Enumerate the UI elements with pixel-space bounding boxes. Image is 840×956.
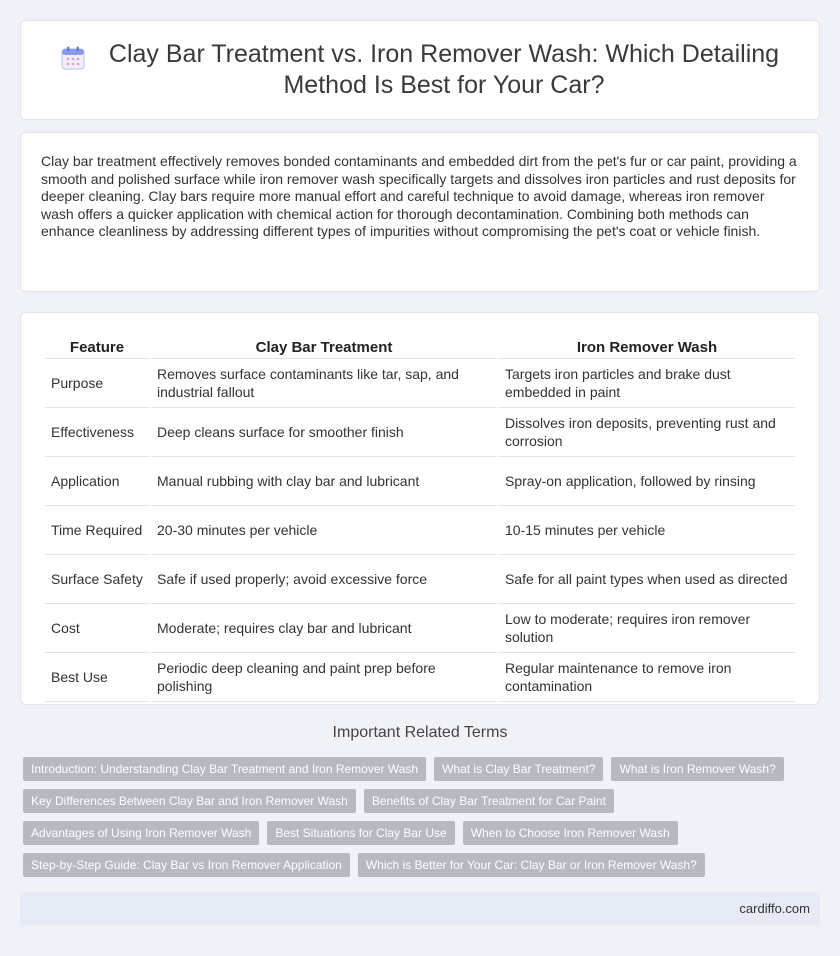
feature-cell: Surface Safety	[45, 555, 149, 604]
related-term-tag[interactable]: Key Differences Between Clay Bar and Iron Remover Wash	[23, 789, 356, 813]
related-term-tag[interactable]: Step-by-Step Guide: Clay Bar vs Iron Remover Application	[23, 853, 350, 877]
related-term-tag[interactable]: Introduction: Understanding Clay Bar Treatment and Iron Remover Wash	[23, 757, 426, 781]
page-title: Clay Bar Treatment vs. Iron Remover Wash: Which Detailing Method Is Best for Your Car?	[108, 40, 780, 99]
comparison-table	[43, 333, 797, 702]
footer	[20, 892, 820, 925]
header-iron-remover: Iron Remover Wash	[499, 333, 795, 359]
clay-bar-cell: Periodic deep cleaning and paint prep before polishing	[151, 653, 497, 702]
header-card	[20, 20, 820, 120]
related-term-tag[interactable]: When to Choose Iron Remover Wash	[463, 821, 678, 845]
feature-cell: Cost	[45, 604, 149, 653]
feature-cell: Best Use	[45, 653, 149, 702]
table-row	[45, 506, 795, 555]
related-term-tag[interactable]: Best Situations for Clay Bar Use	[267, 821, 454, 845]
related-term-tag[interactable]: Advantages of Using Iron Remover Wash	[23, 821, 259, 845]
calendar-icon	[60, 45, 86, 71]
clay-bar-cell: Safe if used properly; avoid excessive force	[151, 555, 497, 604]
iron-remover-cell: Low to moderate; requires iron remover solution	[499, 604, 795, 653]
feature-cell: Purpose	[45, 359, 149, 408]
table-row	[45, 653, 795, 702]
clay-bar-cell: Manual rubbing with clay bar and lubricant	[151, 457, 497, 506]
iron-remover-cell: Regular maintenance to remove iron contamination	[499, 653, 795, 702]
comparison-table-card	[20, 312, 820, 705]
table-row	[45, 457, 795, 506]
header-clay-bar: Clay Bar Treatment	[151, 333, 497, 359]
table-row	[45, 359, 795, 408]
table-row	[45, 555, 795, 604]
clay-bar-cell: Removes surface contaminants like tar, sap, and industrial fallout	[151, 359, 497, 408]
related-term-tag[interactable]: Benefits of Clay Bar Treatment for Car Paint	[364, 789, 614, 813]
table-row	[45, 604, 795, 653]
feature-cell: Effectiveness	[45, 408, 149, 457]
iron-remover-cell: Spray-on application, followed by rinsing	[499, 457, 795, 506]
iron-remover-cell: Safe for all paint types when used as directed	[499, 555, 795, 604]
table-row	[45, 408, 795, 457]
iron-remover-cell: 10-15 minutes per vehicle	[499, 506, 795, 555]
clay-bar-cell: Deep cleans surface for smoother finish	[151, 408, 497, 457]
header-feature: Feature	[45, 333, 149, 359]
header-inner	[60, 39, 780, 101]
related-term-tag[interactable]: Which is Better for Your Car: Clay Bar or Iron Remover Wash?	[358, 853, 705, 877]
table-header-row	[45, 333, 795, 359]
footer-site-link[interactable]: cardiffo.com	[739, 901, 810, 916]
intro-card	[20, 132, 820, 292]
related-term-tag[interactable]: What is Clay Bar Treatment?	[434, 757, 603, 781]
clay-bar-cell: Moderate; requires clay bar and lubricant	[151, 604, 497, 653]
feature-cell: Application	[45, 457, 149, 506]
intro-paragraph: Clay bar treatment effectively removes bonded contaminants and embedded dirt from the pet's fur or car paint, providing a smooth and polished surface while iron remover wash specifically targets and dissolves iron particles and rust deposits for deeper cleaning. Clay bars require more manual effort and careful technique to avoid damage, whereas iron remover wash offers a quicker application with chemical action for thorough decontamination. Combining both methods can enhance cleanliness by addressing different types of impurities without compromising the pet's coat or vehicle finish.	[41, 153, 797, 240]
feature-cell: Time Required	[45, 506, 149, 555]
iron-remover-cell: Dissolves iron deposits, preventing rust and corrosion	[499, 408, 795, 457]
iron-remover-cell: Targets iron particles and brake dust embedded in paint	[499, 359, 795, 408]
related-term-tag[interactable]: What is Iron Remover Wash?	[611, 757, 783, 781]
clay-bar-cell: 20-30 minutes per vehicle	[151, 506, 497, 555]
related-terms-title: Important Related Terms	[332, 724, 508, 741]
related-terms-list	[23, 757, 823, 877]
